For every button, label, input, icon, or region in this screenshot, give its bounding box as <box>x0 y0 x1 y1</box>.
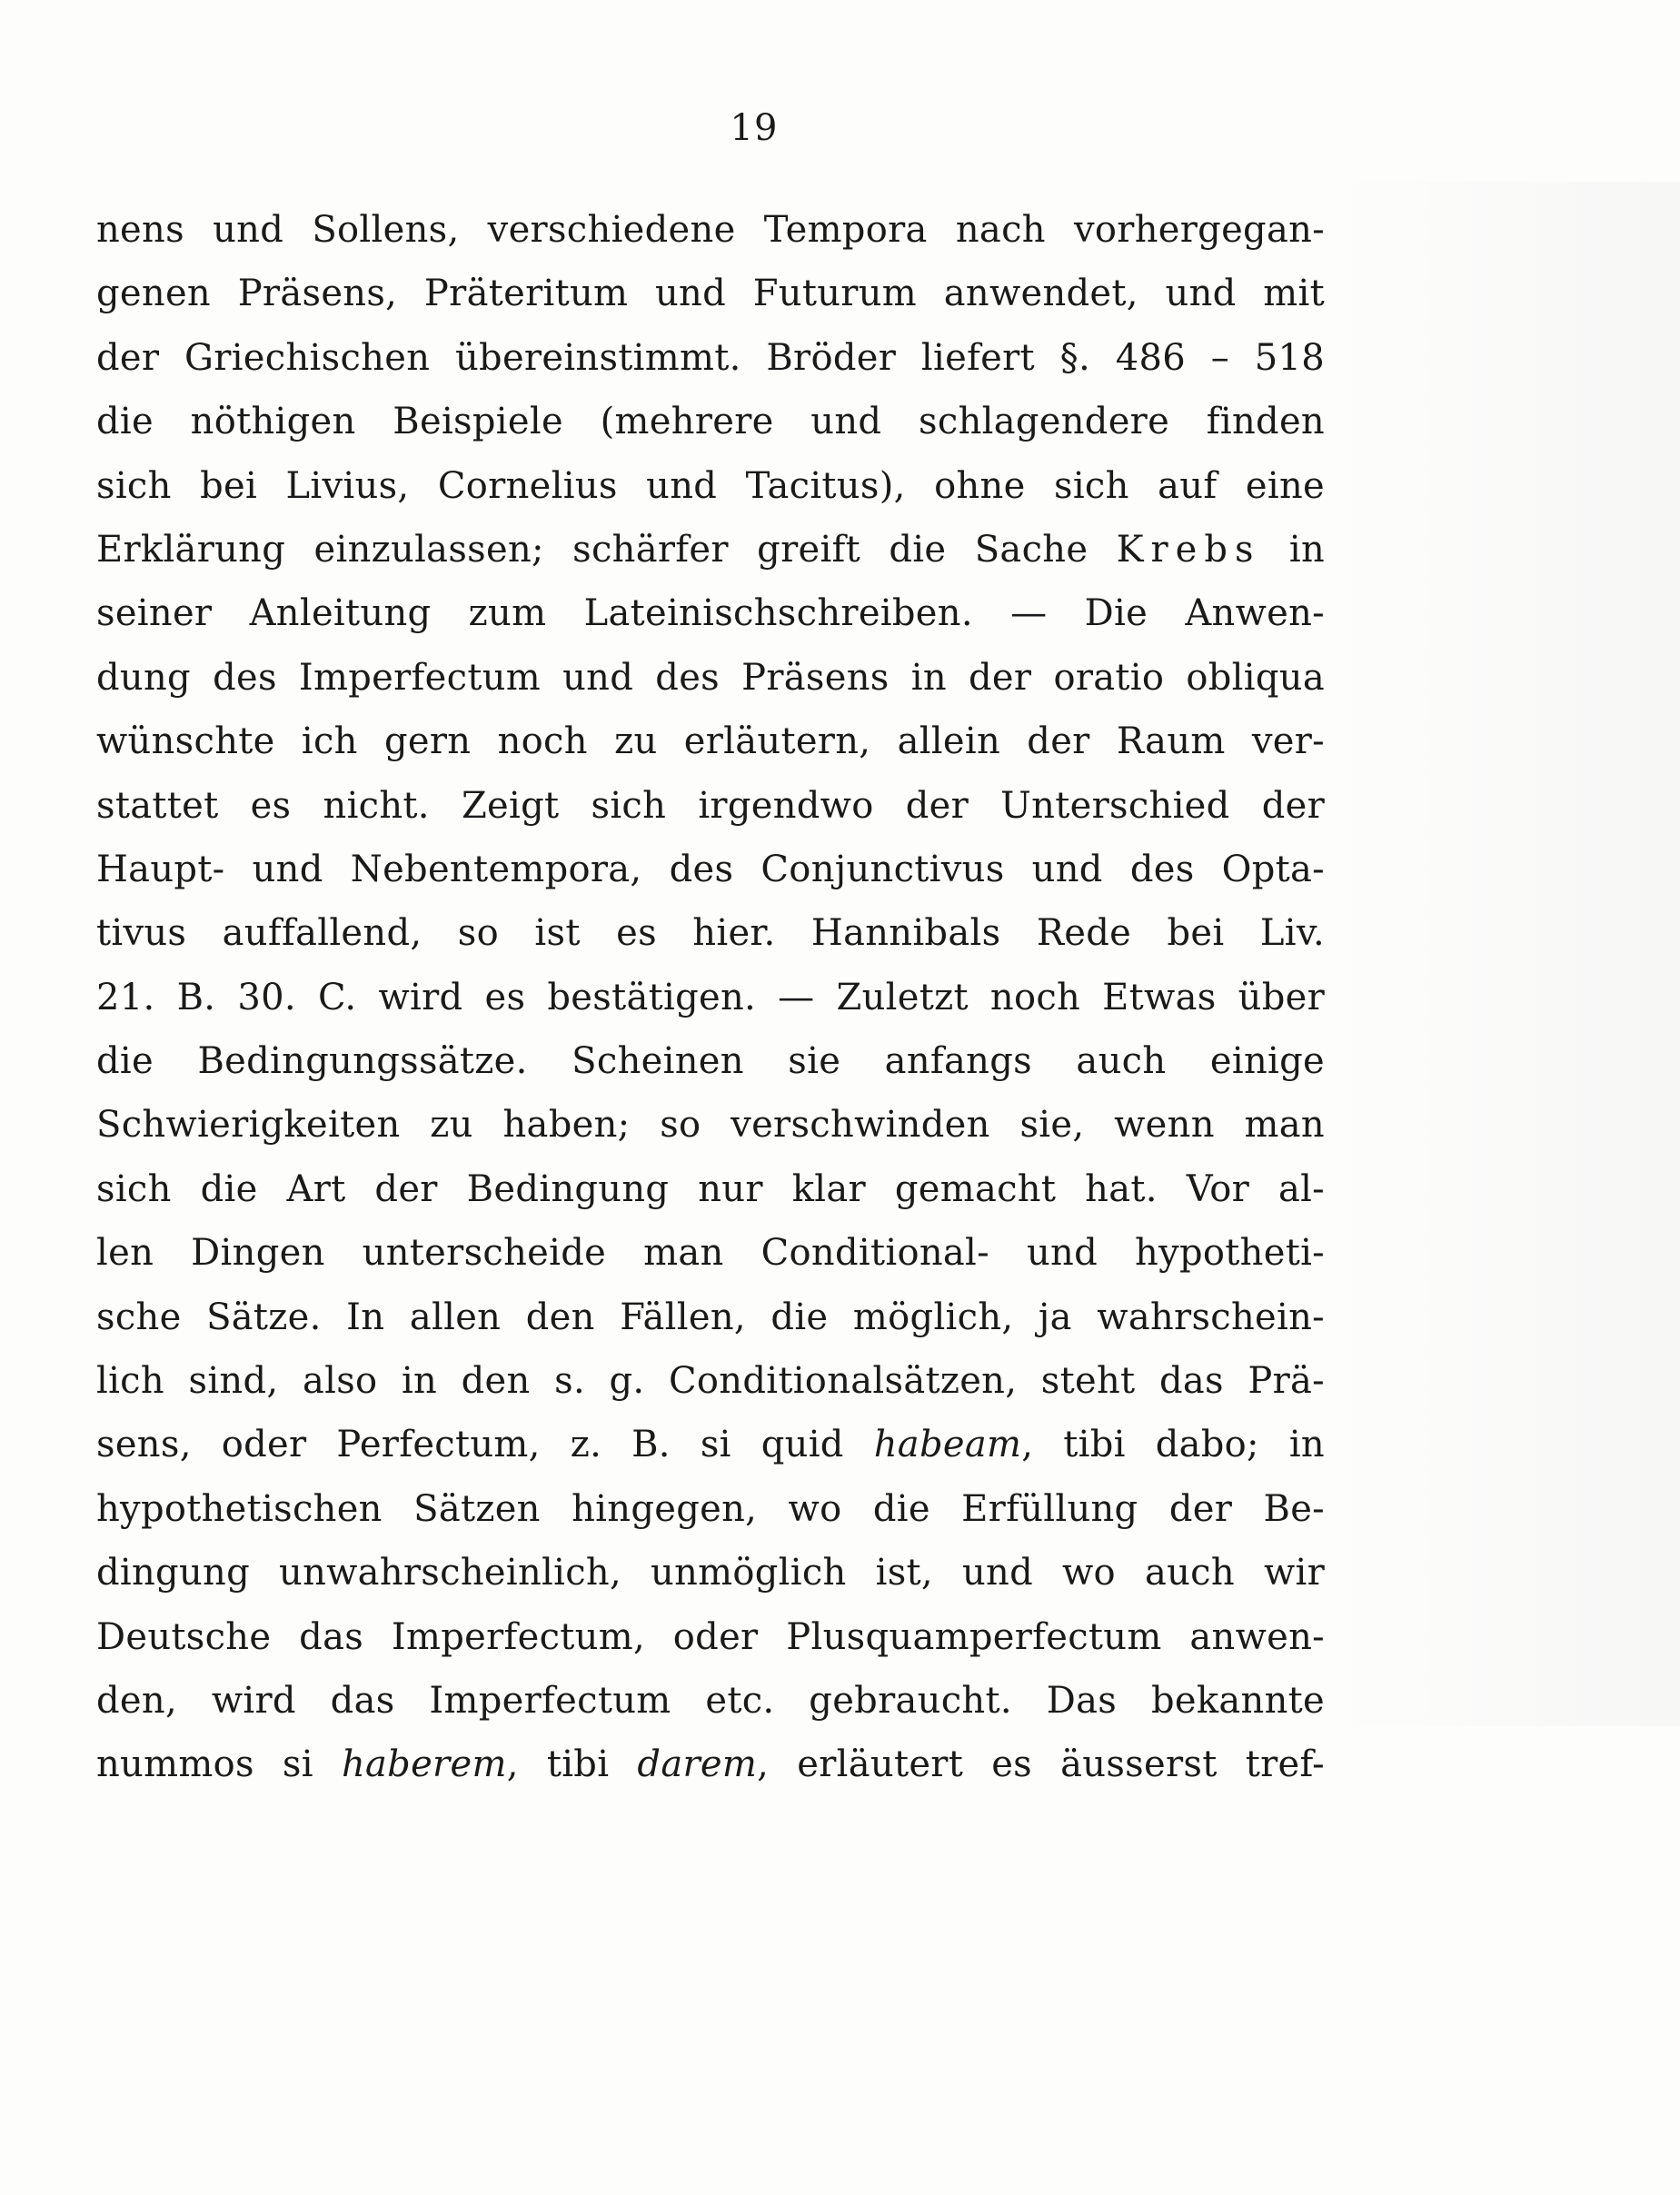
text-line <box>96 901 1325 965</box>
text-segment: sich die Art der Bedingung nur klar gemacht hat. Vor al- <box>96 1167 1325 1210</box>
text-line <box>96 838 1325 901</box>
text-segment: dung des Imperfectum und des Präsens in der oratio obliqua <box>96 656 1325 699</box>
text-line <box>96 1349 1325 1413</box>
italic-phrase: habeam <box>873 1424 1022 1466</box>
text-line <box>96 646 1325 710</box>
text-segment: den, wird das Imperfectum etc. gebraucht. Das bekannte <box>96 1679 1325 1722</box>
text-segment: , tibi <box>506 1743 638 1786</box>
text-line <box>96 1413 1325 1476</box>
text-line <box>96 1605 1325 1669</box>
text-segment: , erläutert es äusserst tref- <box>757 1743 1325 1786</box>
text-segment: die Bedingungssätze. Scheinen sie anfangs auch einige <box>96 1040 1325 1083</box>
text-segment: seiner Anleitung zum Lateinischschreiben. — Die Anwen- <box>96 592 1325 635</box>
text-segment: Haupt- und Nebentempora, des Conjunctivus und des Opta- <box>96 848 1325 890</box>
text-segment: len Dingen unterscheide man Conditional- und hypotheti- <box>96 1232 1325 1275</box>
text-segment: tivus auffallend, so ist es hier. Hannibals Rede bei Liv. <box>96 912 1325 955</box>
text-segment: lich sind, also in den s. g. Conditionalsätzen, steht das Prä- <box>96 1360 1325 1403</box>
text-segment: nummos si <box>96 1743 342 1786</box>
text-segment: sche Sätze. In allen den Fällen, die möglich, ja wahrschein- <box>96 1296 1325 1338</box>
text-segment: in <box>1260 528 1325 571</box>
text-line <box>96 326 1325 390</box>
text-segment: , tibi dabo; in <box>1021 1424 1325 1466</box>
text-segment: Schwierigkeiten zu haben; so verschwinden sie, wenn man <box>96 1104 1325 1147</box>
text-line <box>96 1477 1325 1541</box>
text-segment: die nöthigen Beispiele (mehrere und schlagendere finden <box>96 401 1325 443</box>
text-segment: hypothetischen Sätzen hingegen, wo die Erfüllung der Be- <box>96 1487 1325 1530</box>
text-line <box>96 1221 1325 1285</box>
text-segment: dingung unwahrscheinlich, unmöglich ist, und wo auch wir <box>96 1552 1325 1594</box>
body-text <box>96 198 1325 1797</box>
text-line <box>96 454 1325 518</box>
italic-phrase: haberem <box>341 1743 507 1786</box>
text-line <box>96 774 1325 838</box>
text-line <box>96 710 1325 773</box>
text-line <box>96 518 1325 581</box>
text-segment: der Griechischen übereinstimmt. Bröder liefert §. 486 – 518 <box>96 336 1325 379</box>
text-line <box>96 1541 1325 1604</box>
bleed-through-shadow <box>1336 182 1680 1726</box>
text-segment: Erklärung einzulassen; schärfer greift die Sache <box>96 528 1117 571</box>
text-line <box>96 390 1325 453</box>
spaced-name: Krebs <box>1116 528 1261 571</box>
text-segment: wünschte ich gern noch zu erläutern, allein der Raum ver- <box>96 720 1325 763</box>
text-line <box>96 581 1325 645</box>
italic-phrase: darem <box>637 1743 758 1786</box>
text-segment: genen Präsens, Präteritum und Futurum anwendet, und mit <box>96 273 1325 315</box>
text-segment: Deutsche das Imperfectum, oder Plusquamperfectum anwen- <box>96 1615 1325 1658</box>
text-segment: nens und Sollens, verschiedene Tempora nach vorhergegan- <box>96 209 1325 251</box>
text-line <box>96 1157 1325 1221</box>
text-line <box>96 262 1325 325</box>
text-segment: sens, oder Perfectum, z. B. si quid <box>96 1424 874 1466</box>
text-segment: stattet es nicht. Zeigt sich irgendwo der Unterschied der <box>96 784 1325 827</box>
text-segment: sich bei Livius, Cornelius und Tacitus), ohne sich auf eine <box>96 464 1325 507</box>
text-line <box>96 1669 1325 1733</box>
text-line <box>96 966 1325 1029</box>
text-line <box>96 1733 1325 1796</box>
text-segment: 21. B. 30. C. wird es bestätigen. — Zuletzt noch Etwas über <box>96 976 1325 1018</box>
text-line <box>96 1029 1325 1093</box>
text-line <box>96 198 1325 262</box>
text-line <box>96 1286 1325 1349</box>
text-line <box>96 1093 1325 1157</box>
page-number: 19 <box>730 107 779 149</box>
